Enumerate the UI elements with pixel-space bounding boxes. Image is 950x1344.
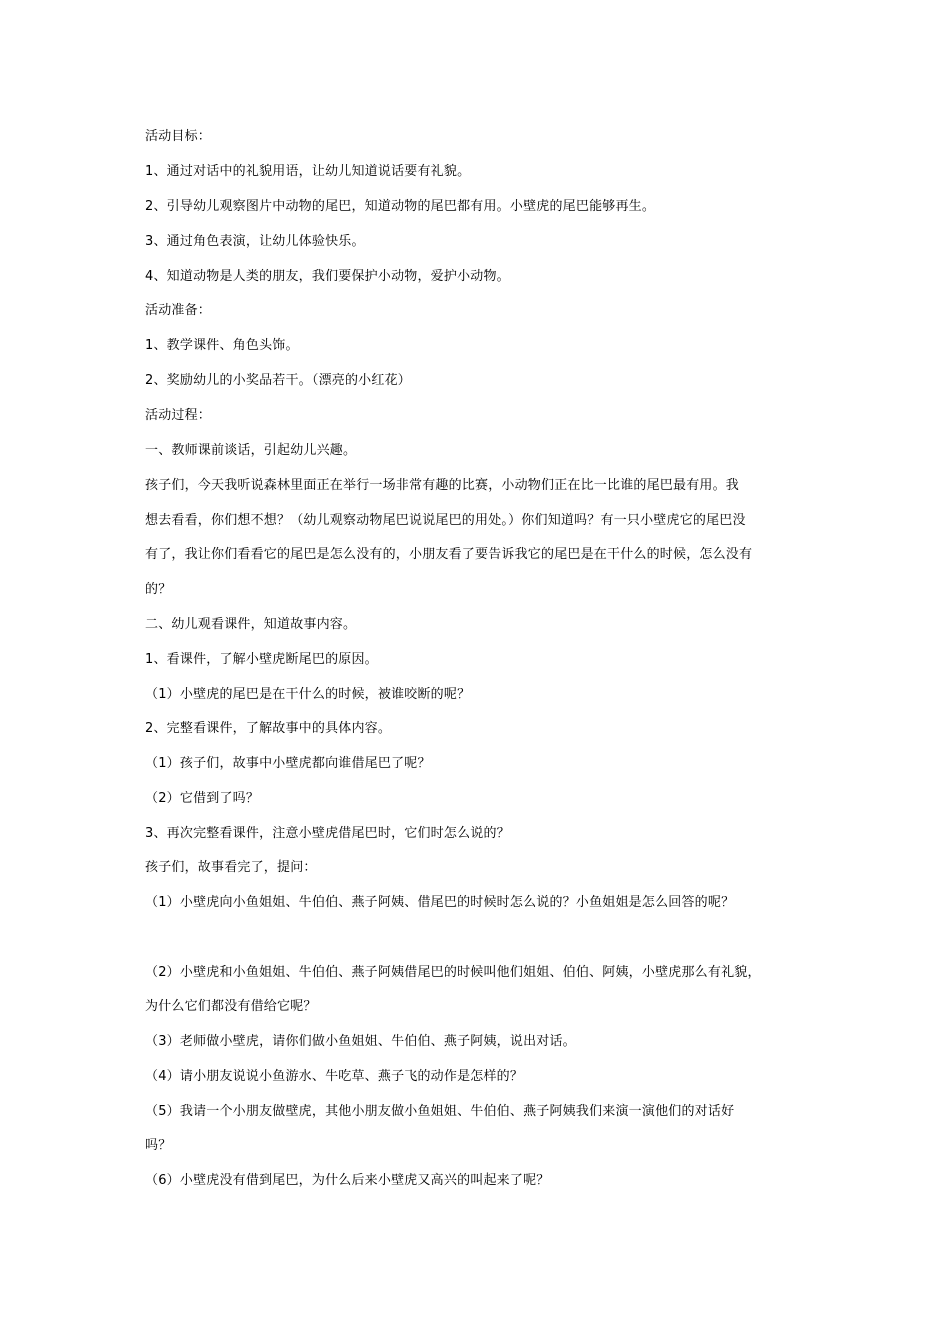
goal-item-1: 1、通过对话中的礼貌用语，让幼儿知道说话要有礼貌。 [145, 164, 471, 179]
paragraph-line: 的？ [145, 582, 172, 597]
question-item: （3）老师做小壁虎，请你们做小鱼姐姐、牛伯伯、燕子阿姨，说出对话。 [145, 1034, 576, 1049]
question-item: （4）请小朋友说说小鱼游水、牛吃草、燕子飞的动作是怎样的？ [145, 1069, 524, 1084]
question-item: （2）它借到了吗？ [145, 791, 260, 806]
process-step-1: 1、看课件，了解小壁虎断尾巴的原因。 [145, 652, 378, 667]
preparation-item-1: 1、教学课件、角色头饰。 [145, 338, 299, 353]
goal-item-3: 3、通过角色表演，让幼儿体验快乐。 [145, 234, 365, 249]
question-item: （5）我请一个小朋友做壁虎，其他小朋友做小鱼姐姐、牛伯伯、燕子阿姨我们来演一演他们的对话好 [145, 1104, 735, 1119]
goal-item-2: 2、引导幼儿观察图片中动物的尾巴，知道动物的尾巴都有用。小壁虎的尾巴能够再生。 [145, 199, 656, 214]
heading-activity-process: 活动过程： [145, 408, 212, 423]
process-section-2-title: 二、幼儿观看课件，知道故事内容。 [145, 617, 357, 632]
preparation-item-2: 2、奖励幼儿的小奖品若干。（漂亮的小红花） [145, 373, 411, 388]
paragraph-line: 孩子们，今天我听说森林里面正在举行一场非常有趣的比赛，小动物们正在比一比谁的尾巴最有用。我 [145, 478, 740, 493]
question-item: （1）小壁虎向小鱼姐姐、牛伯伯、燕子阿姨、借尾巴的时候时怎么说的？小鱼姐姐是怎么回答的呢？ [145, 895, 735, 910]
heading-activity-preparation: 活动准备： [145, 303, 212, 318]
process-step-2: 2、完整看课件，了解故事中的具体内容。 [145, 721, 392, 736]
question-item: （1）小壁虎的尾巴是在干什么的时候，被谁咬断的呢？ [145, 687, 471, 702]
heading-activity-goals: 活动目标： [145, 129, 212, 144]
question-item: （2）小壁虎和小鱼姐姐、牛伯伯、燕子阿姨借尾巴的时候叫他们姐姐、伯伯、阿姨，小壁虎那么有礼貌， [145, 965, 761, 980]
process-step-3: 3、再次完整看课件，注意小壁虎借尾巴时，它们时怎么说的？ [145, 826, 510, 841]
paragraph-line: 想去看看，你们想不想？（幼儿观察动物尾巴说说尾巴的用处。）你们知道吗？有一只小壁虎它的尾巴没 [145, 513, 746, 528]
goal-item-4: 4、知道动物是人类的朋友，我们要保护小动物，爱护小动物。 [145, 269, 510, 284]
question-item: （6）小壁虎没有借到尾巴，为什么后来小壁虎又高兴的叫起来了呢？ [145, 1173, 550, 1188]
question-item: （1）孩子们，故事中小壁虎都向谁借尾巴了呢？ [145, 756, 431, 771]
paragraph-line: 有了，我让你们看看它的尾巴是怎么没有的，小朋友看了要告诉我它的尾巴是在干什么的时候，怎么没有 [145, 547, 753, 562]
question-item-continued: 吗？ [145, 1138, 172, 1153]
process-section-1-title: 一、教师课前谈话，引起幼儿兴趣。 [145, 443, 357, 458]
question-item-continued: 为什么它们都没有借给它呢？ [145, 999, 317, 1014]
prompt-line: 孩子们，故事看完了，提问： [145, 860, 317, 875]
